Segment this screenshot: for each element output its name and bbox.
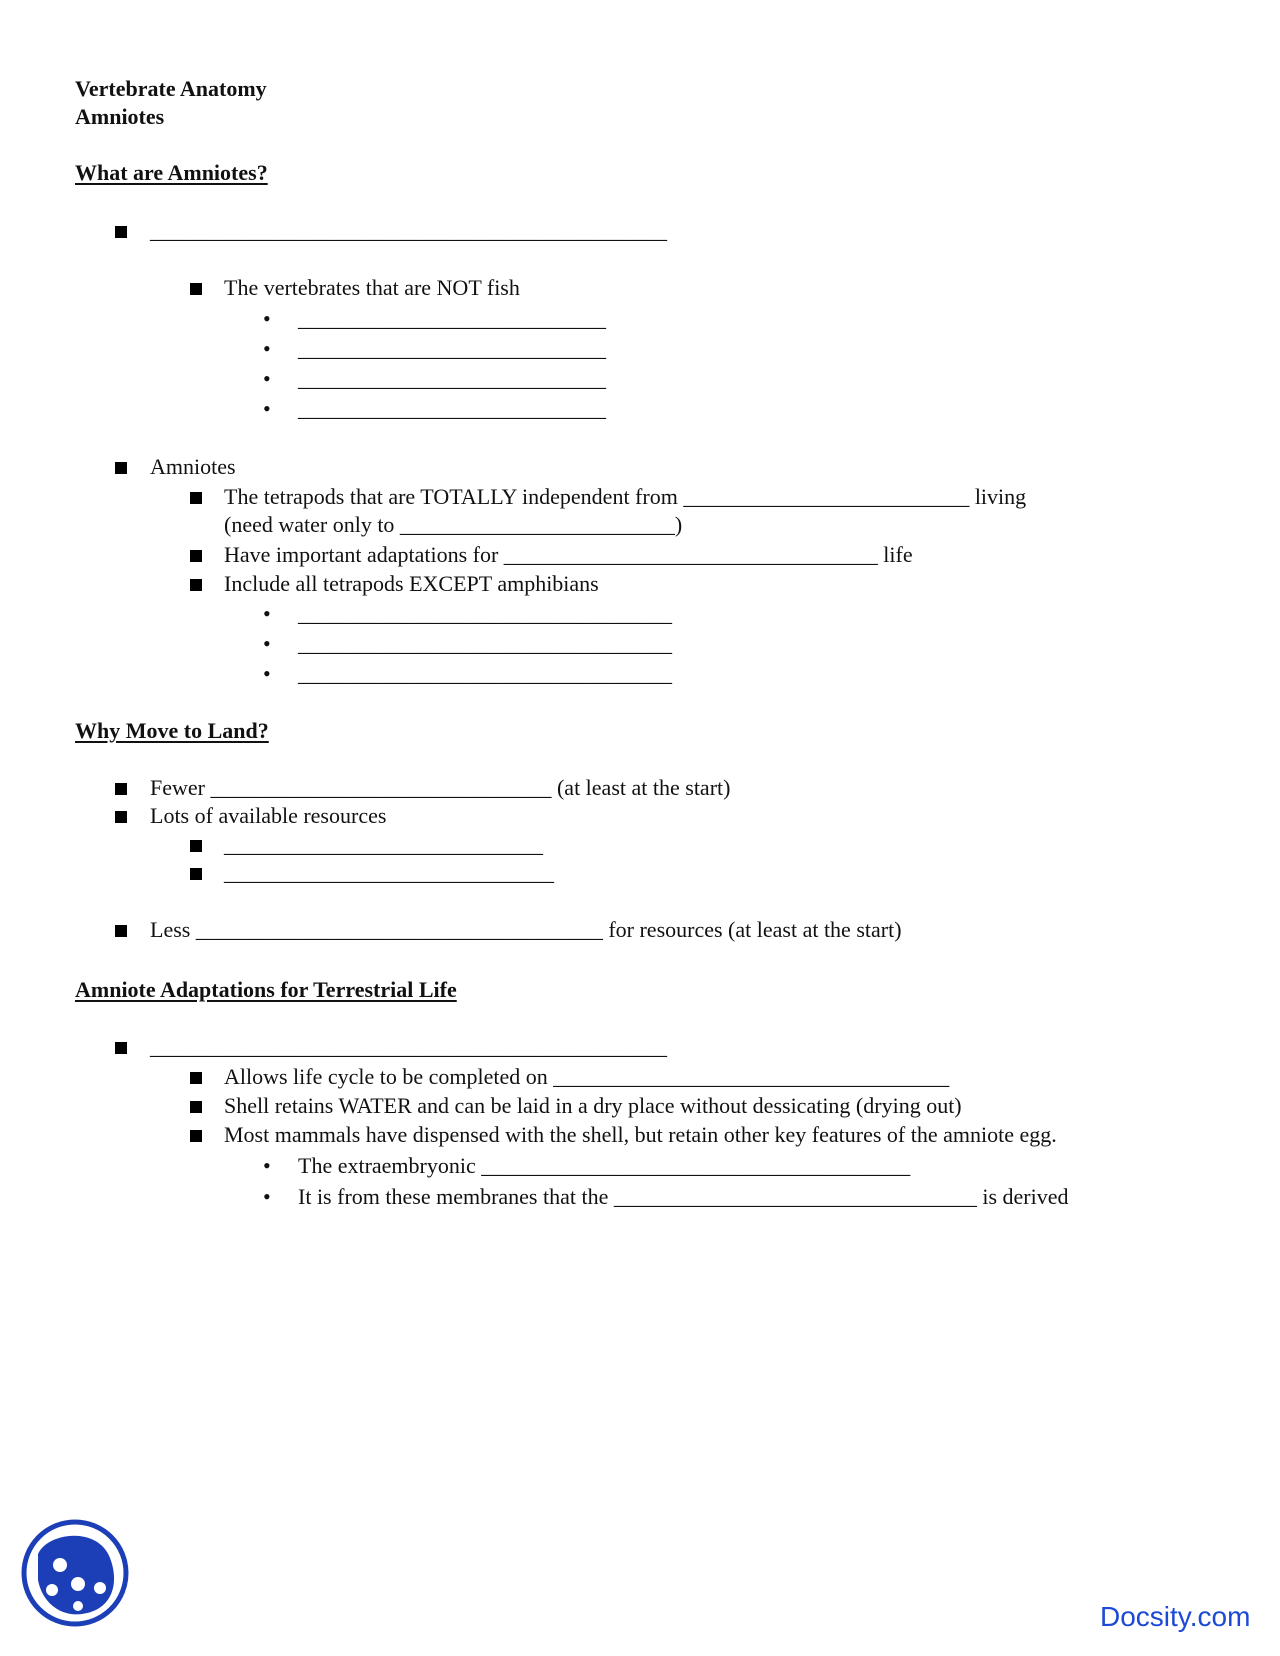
square-bullet-icon bbox=[115, 226, 127, 238]
list-item: ____________________________ bbox=[298, 306, 606, 331]
section-heading-amniote-adaptations: Amniote Adaptations for Terrestrial Life bbox=[75, 977, 457, 1002]
docsity-link[interactable]: Docsity.com bbox=[1100, 1601, 1251, 1632]
list-item: Have important adaptations for __________________________________ life bbox=[224, 542, 913, 567]
square-bullet-icon bbox=[115, 783, 127, 795]
dot-bullet-icon: • bbox=[263, 661, 271, 686]
dot-bullet-icon: • bbox=[263, 306, 271, 331]
dot-bullet-icon: • bbox=[263, 1184, 271, 1209]
list-item: Shell retains WATER and can be laid in a dry place without dessicating (drying out) bbox=[224, 1093, 962, 1118]
square-bullet-icon bbox=[190, 1072, 202, 1084]
dot-bullet-icon: • bbox=[263, 1153, 271, 1178]
list-item: The extraembryonic _______________________________________ bbox=[298, 1153, 911, 1178]
list-item-continuation: (need water only to _________________________) bbox=[224, 512, 683, 537]
section-heading-why-move-to-land: Why Move to Land? bbox=[75, 718, 269, 743]
section-heading-what-are-amniotes: What are Amniotes? bbox=[75, 160, 268, 185]
square-bullet-icon bbox=[190, 1130, 202, 1142]
list-item: It is from these membranes that the _________________________________ is derived bbox=[298, 1184, 1069, 1209]
doc-subtitle: Amniotes bbox=[75, 104, 165, 129]
list-item: Allows life cycle to be completed on ____________________________________ bbox=[224, 1064, 950, 1089]
list-item: Fewer _______________________________ (at least at the start) bbox=[150, 775, 731, 800]
square-bullet-icon bbox=[115, 811, 127, 823]
list-item: __________________________________ bbox=[298, 661, 672, 686]
square-bullet-icon bbox=[190, 492, 202, 504]
square-bullet-icon bbox=[190, 550, 202, 562]
list-item: The vertebrates that are NOT fish bbox=[224, 275, 520, 300]
list-item: _______________________________________________ bbox=[150, 1034, 667, 1059]
list-item: ____________________________ bbox=[298, 336, 606, 361]
list-item: ____________________________ bbox=[298, 396, 606, 421]
dot-bullet-icon: • bbox=[263, 601, 271, 626]
doc-title: Vertebrate Anatomy bbox=[75, 76, 267, 101]
square-bullet-icon bbox=[190, 1101, 202, 1113]
square-bullet-icon bbox=[115, 1042, 127, 1054]
list-item: Lots of available resources bbox=[150, 803, 387, 828]
list-item: The tetrapods that are TOTALLY independent from __________________________ living bbox=[224, 484, 1027, 509]
square-bullet-icon bbox=[115, 925, 127, 937]
list-item: _____________________________ bbox=[224, 832, 543, 857]
square-bullet-icon bbox=[190, 283, 202, 295]
square-bullet-icon bbox=[190, 579, 202, 591]
list-item: _______________________________________________ bbox=[150, 218, 667, 243]
docsity-logo-icon bbox=[20, 1518, 130, 1628]
list-item: Include all tetrapods EXCEPT amphibians bbox=[224, 571, 599, 596]
list-item: Less _____________________________________ for resources (at least at the start) bbox=[150, 917, 902, 942]
square-bullet-icon bbox=[190, 868, 202, 880]
dot-bullet-icon: • bbox=[263, 631, 271, 656]
dot-bullet-icon: • bbox=[263, 366, 271, 391]
dot-bullet-icon: • bbox=[263, 396, 271, 421]
square-bullet-icon bbox=[115, 462, 127, 474]
list-item: __________________________________ bbox=[298, 601, 672, 626]
list-item: ______________________________ bbox=[224, 860, 554, 885]
square-bullet-icon bbox=[190, 840, 202, 852]
list-item: Amniotes bbox=[150, 454, 236, 479]
list-item: __________________________________ bbox=[298, 631, 672, 656]
dot-bullet-icon: • bbox=[263, 336, 271, 361]
list-item: ____________________________ bbox=[298, 366, 606, 391]
list-item: Most mammals have dispensed with the shell, but retain other key features of the amniote egg. bbox=[224, 1122, 1057, 1147]
